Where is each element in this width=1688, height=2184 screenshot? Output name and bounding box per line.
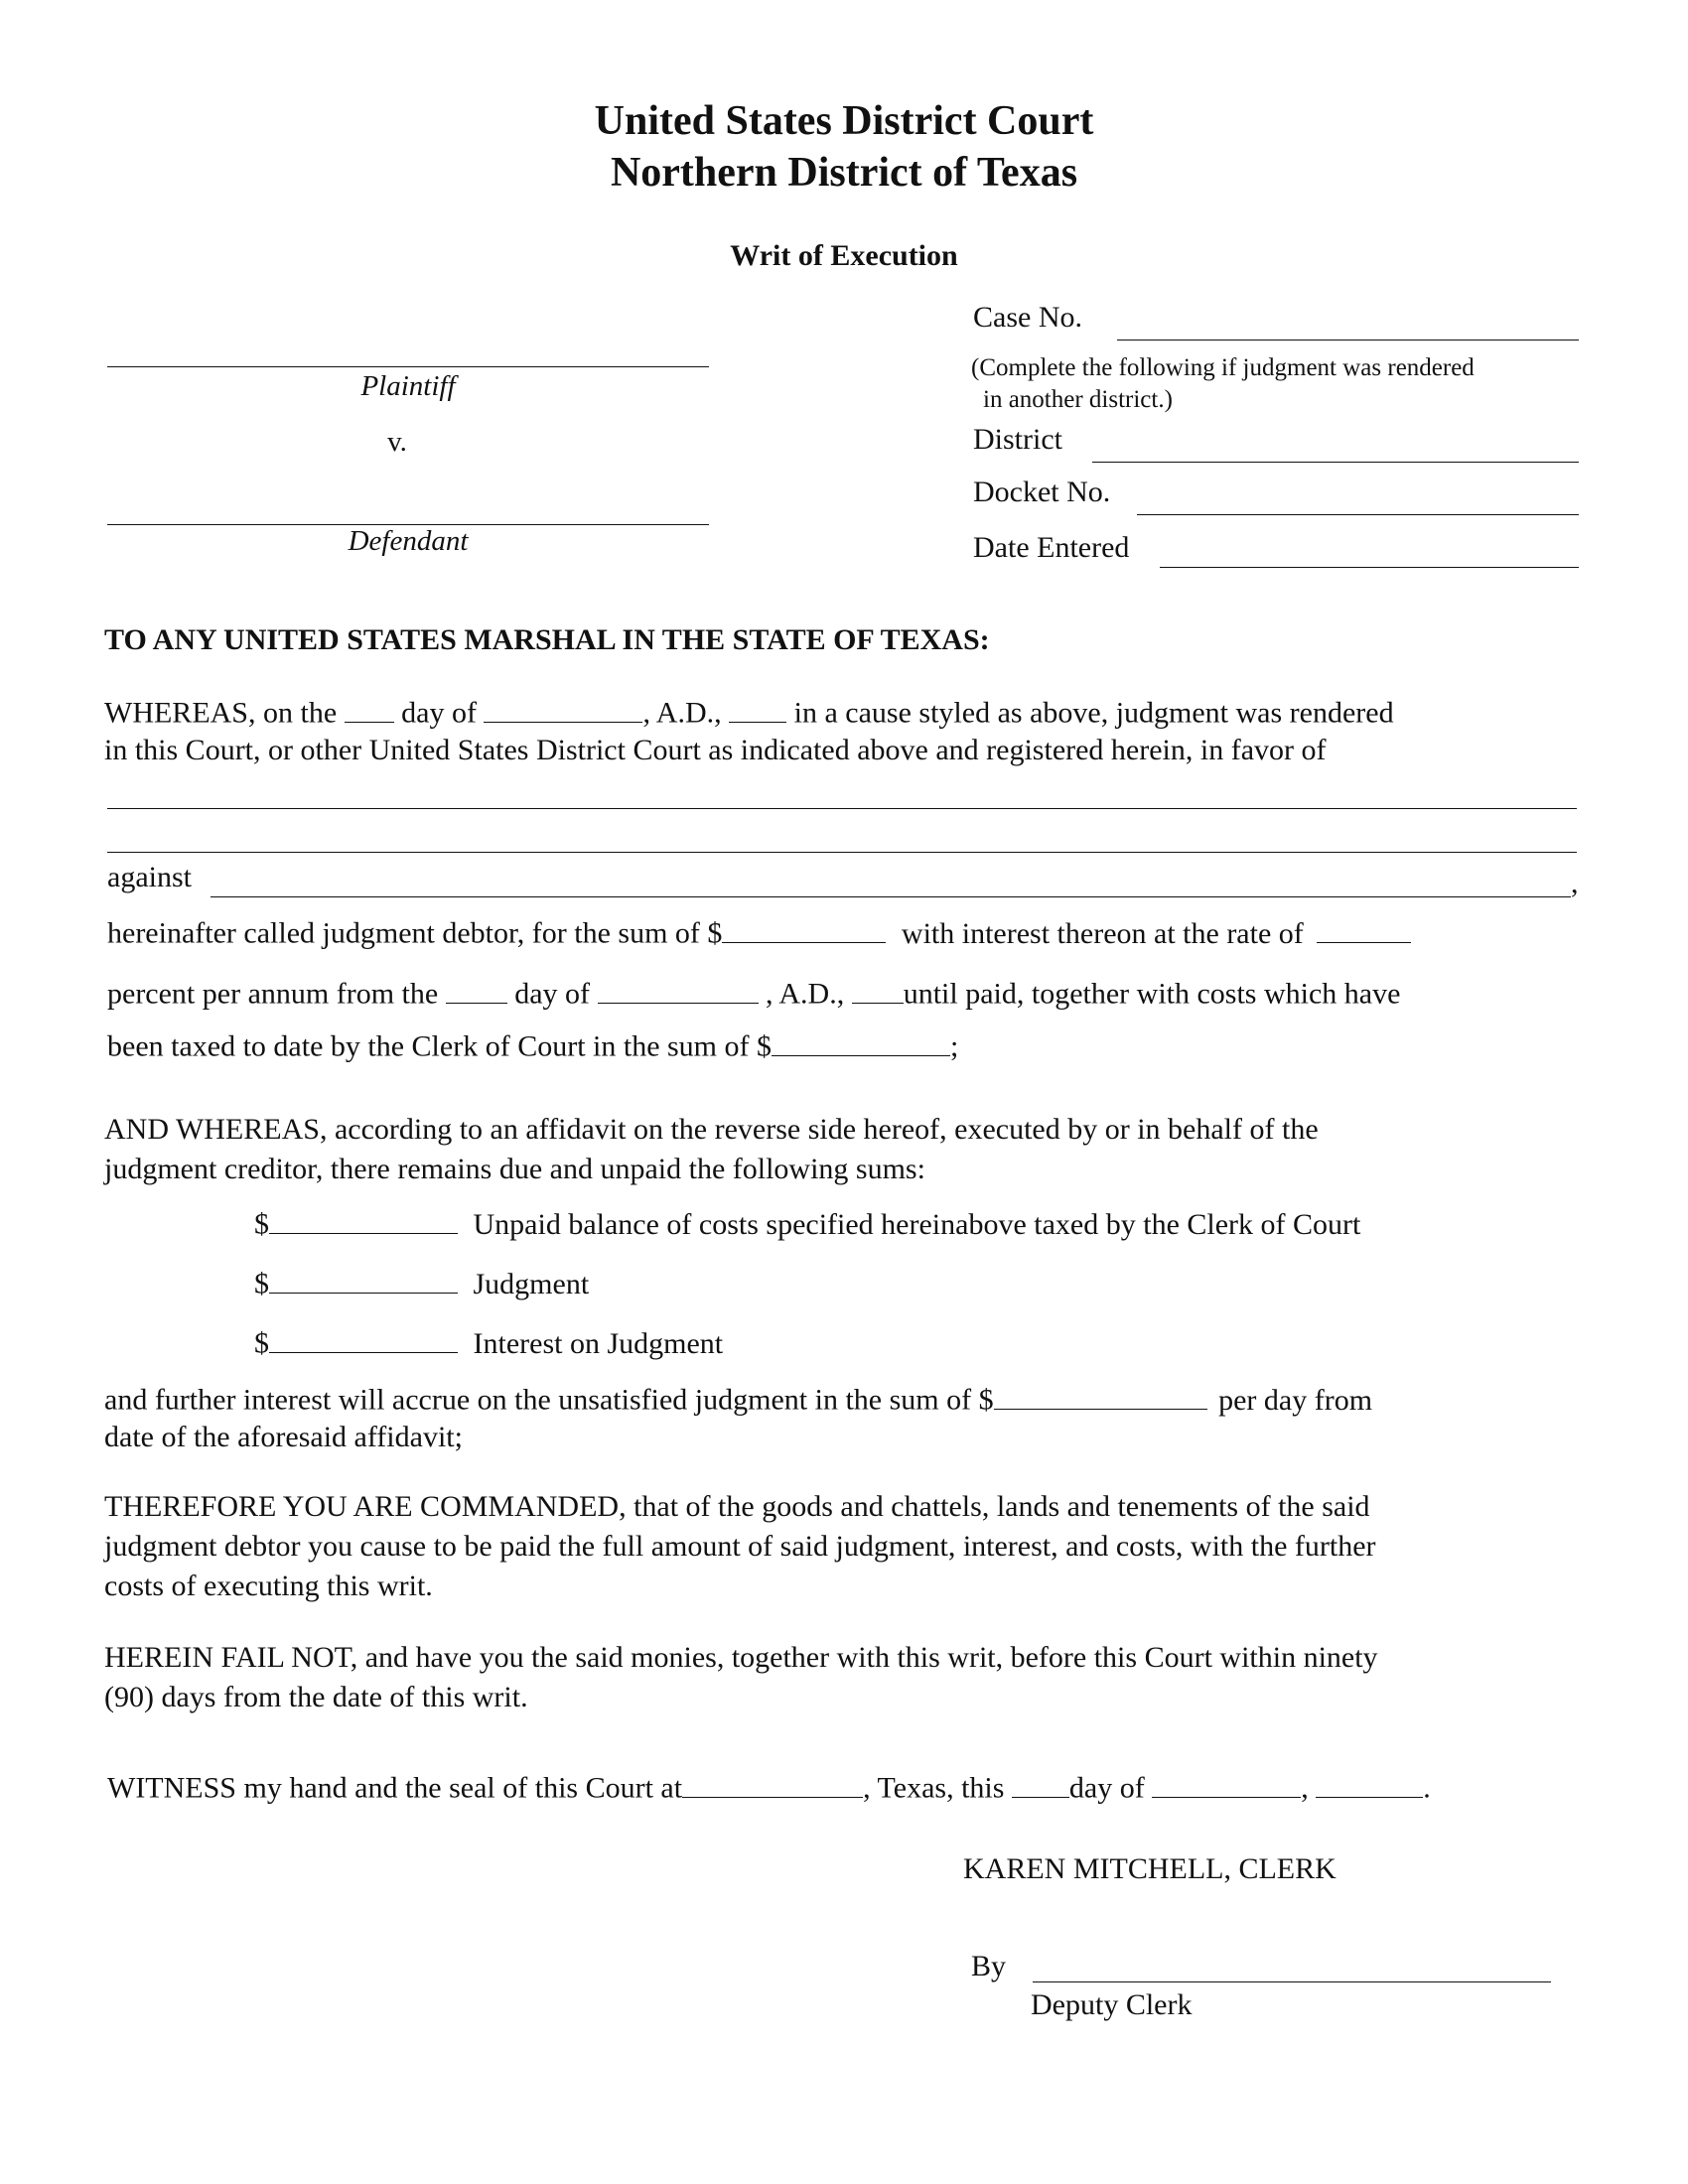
date-entered-label: Date Entered <box>973 531 1130 564</box>
district-label: District <box>973 423 1062 456</box>
therefore-line-3: costs of executing this writ. <box>104 1570 433 1602</box>
deputy-clerk-signature-field[interactable] <box>1033 1981 1551 1982</box>
and-whereas-line-2: judgment creditor, there remains due and unpaid the following sums: <box>104 1153 925 1185</box>
against-comma: , <box>1571 867 1579 899</box>
per-day-interest-field[interactable] <box>994 1380 1207 1410</box>
sum-row-judgment: $ Judgment <box>254 1264 589 1302</box>
plaintiff-name-field[interactable] <box>107 366 709 367</box>
interest-on-judgment-field[interactable] <box>269 1323 458 1353</box>
debtor-sum-line: hereinafter called judgment debtor, for the sum of $ with interest thereon at the rate of <box>107 913 1411 952</box>
judgment-day-field[interactable] <box>345 693 394 723</box>
witness-day-field[interactable] <box>1012 1768 1069 1798</box>
sum-row-interest: $ Interest on Judgment <box>254 1323 723 1362</box>
docket-no-field[interactable] <box>1137 514 1579 515</box>
case-no-field[interactable] <box>1117 340 1579 341</box>
sum-row-costs: $ Unpaid balance of costs specified hereinabove taxed by the Clerk of Court <box>254 1204 1360 1243</box>
clerk-name: KAREN MITCHELL, CLERK <box>963 1852 1336 1885</box>
marshal-address: TO ANY UNITED STATES MARSHAL IN THE STATE OF TEXAS: <box>104 623 990 656</box>
witness-month-field[interactable] <box>1152 1768 1301 1798</box>
plaintiff-label: Plaintiff <box>360 370 456 402</box>
against-label: against <box>107 861 192 893</box>
witness-line: WITNESS my hand and the seal of this Court at , Texas, this day of , . <box>107 1768 1431 1807</box>
unpaid-costs-field[interactable] <box>269 1204 458 1234</box>
date-entered-field[interactable] <box>1160 567 1579 568</box>
by-label: By <box>971 1950 1007 1982</box>
and-whereas-line-1: AND WHEREAS, according to an affidavit on the reverse side hereof, executed by or in behalf of the <box>104 1113 1319 1146</box>
therefore-line-1: THEREFORE YOU ARE COMMANDED, that of the goods and chattels, lands and tenements of the said <box>104 1490 1370 1523</box>
interest-month-field[interactable] <box>598 974 759 1004</box>
further-interest-line: and further interest will accrue on the unsatisfied judgment in the sum of $ per day from <box>104 1380 1372 1419</box>
whereas-line-1: WHEREAS, on the day of , A.D., in a cause styled as above, judgment was rendered <box>104 693 1394 732</box>
taxed-costs-field[interactable] <box>772 1026 950 1056</box>
witness-city-field[interactable] <box>682 1768 863 1798</box>
therefore-line-2: judgment debtor you cause to be paid the full amount of said judgment, interest, and costs, with the further <box>104 1530 1376 1563</box>
other-district-note-line2: in another district.) <box>983 386 1173 413</box>
herein-line-1: HEREIN FAIL NOT, and have you the said monies, together with this writ, before this Court within ninety <box>104 1641 1378 1674</box>
district-name: Northern District of Texas <box>610 150 1078 196</box>
favor-of-field-1[interactable] <box>107 808 1577 809</box>
case-no-label: Case No. <box>973 301 1082 334</box>
court-name: United States District Court <box>594 98 1094 144</box>
defendant-label: Defendant <box>348 525 469 557</box>
district-field[interactable] <box>1092 462 1579 463</box>
judgment-month-field[interactable] <box>484 693 642 723</box>
herein-line-2: (90) days from the date of this writ. <box>104 1681 528 1713</box>
judgment-sum-field[interactable] <box>722 913 886 943</box>
interest-day-field[interactable] <box>446 974 507 1004</box>
favor-of-field-2[interactable] <box>107 852 1577 853</box>
versus-label: v. <box>387 426 407 458</box>
deputy-clerk-label: Deputy Clerk <box>1031 1988 1193 2021</box>
other-district-note-line1: (Complete the following if judgment was rendered <box>971 354 1475 381</box>
against-field[interactable] <box>211 896 1571 897</box>
interest-year-field[interactable] <box>852 974 904 1004</box>
witness-year-field[interactable] <box>1316 1768 1423 1798</box>
judgment-amount-field[interactable] <box>269 1264 458 1294</box>
taxed-costs-line: been taxed to date by the Clerk of Court in the sum of $ ; <box>107 1026 958 1065</box>
percent-line: percent per annum from the day of , A.D., until paid, together with costs which have <box>107 974 1400 1013</box>
interest-rate-field[interactable] <box>1317 913 1411 943</box>
form-title: Writ of Execution <box>730 239 958 272</box>
whereas-line-2: in this Court, or other United States District Court as indicated above and registered herein, in favor of <box>104 734 1327 766</box>
docket-no-label: Docket No. <box>973 476 1111 508</box>
further-interest-line-2: date of the aforesaid affidavit; <box>104 1421 463 1453</box>
judgment-year-field[interactable] <box>729 693 786 723</box>
